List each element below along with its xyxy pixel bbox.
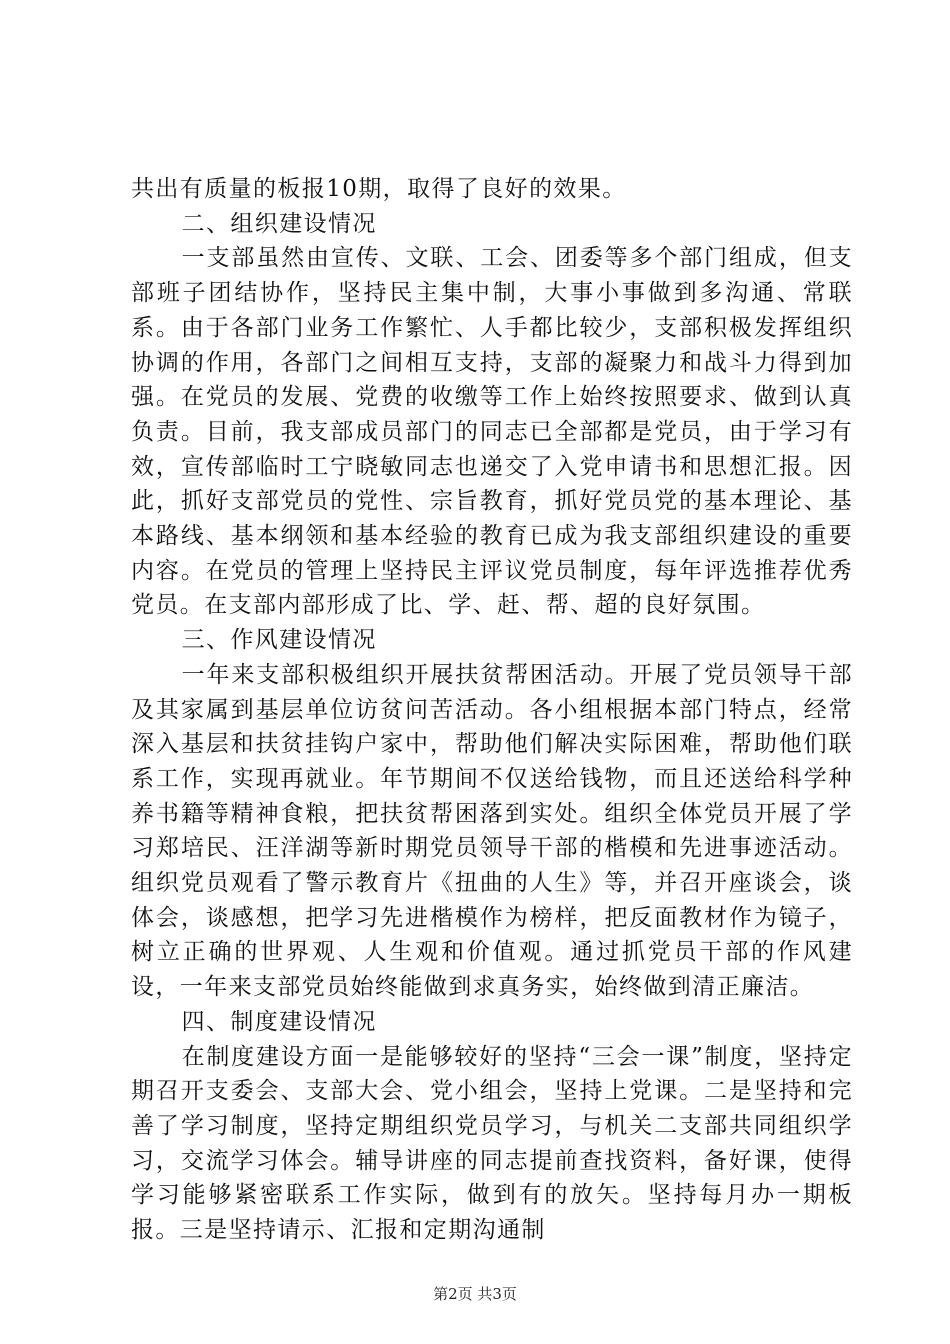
- document-body: [131, 172, 853, 1248]
- paragraph-organization: 一支部虽然由宣传、文联、工会、团委等多个部门组成，但支部班子团结协作，坚持民主集中制，大事小事做到多沟通、常联系。由于各部门业务工作繁忙、人手都比较少，支部积极发挥组织协调的作用，各部门之间相互支持，支部的凝聚力和战斗力得到加强。在党员的发展、党费的收缴等工作上始终按照要求、做到认真负责。目前，我支部成员部门的同志已全部都是党员，由于学习有效，宣传部临时工宁晓敏同志也递交了入党申请书和思想汇报。因此，抓好支部党员的党性、宗旨教育，抓好党员党的基本理论、基本路线、基本纲领和基本经验的教育已成为我支部组织建设的重要内容。在党员的管理上坚持民主评议党员制度，每年评选推荐优秀党员。在支部内部形成了比、学、赶、帮、超的良好氛围。: [131, 245, 853, 619]
- paragraph-system: 在制度建设方面一是能够较好的坚持“三会一课”制度，坚持定期召开支委会、支部大会、党小组会，坚持上党课。二是坚持和完善了学习制度，坚持定期组织党员学习，与机关二支部共同组织学习，交流学习体会。辅导讲座的同志提前查找资料，备好课，使得学习能够紧密联系工作实际，做到有的放矢。坚持每月办一期板报。三是坚持请示、汇报和定期沟通制: [131, 1043, 853, 1244]
- paragraph-continuation: 共出有质量的板报10期，取得了良好的效果。: [131, 176, 627, 202]
- page-footer: 第2页 共3页: [433, 1285, 517, 1303]
- section-heading-work-style: 三、作风建设情况: [181, 627, 377, 654]
- section-heading-organization: 二、组织建设情况: [181, 210, 377, 237]
- paragraph-work-style: 一年来支部积极组织开展扶贫帮困活动。开展了党员领导干部及其家属到基层单位访贫问苦活动。各小组根据本部门特点，经常深入基层和扶贫挂钩户家中，帮助他们解决实际困难，帮助他们联系工作，实现再就业。年节期间不仅送给钱物，而且还送给科学种养书籍等精神食粮，把扶贫帮困落到实处。组织全体党员开展了学习郑培民、汪洋湖等新时期党员领导干部的楷模和先进事迹活动。组织党员观看了警示教育片《扭曲的人生》等，并召开座谈会，谈体会，谈感想，把学习先进楷模作为榜样，把反面教材作为镜子，树立正确的世界观、人生观和价值观。通过抓党员干部的作风建设，一年来支部党员始终能做到求真务实，始终做到清正廉洁。: [131, 661, 853, 1001]
- section-heading-system: 四、制度建设情况: [181, 1008, 377, 1035]
